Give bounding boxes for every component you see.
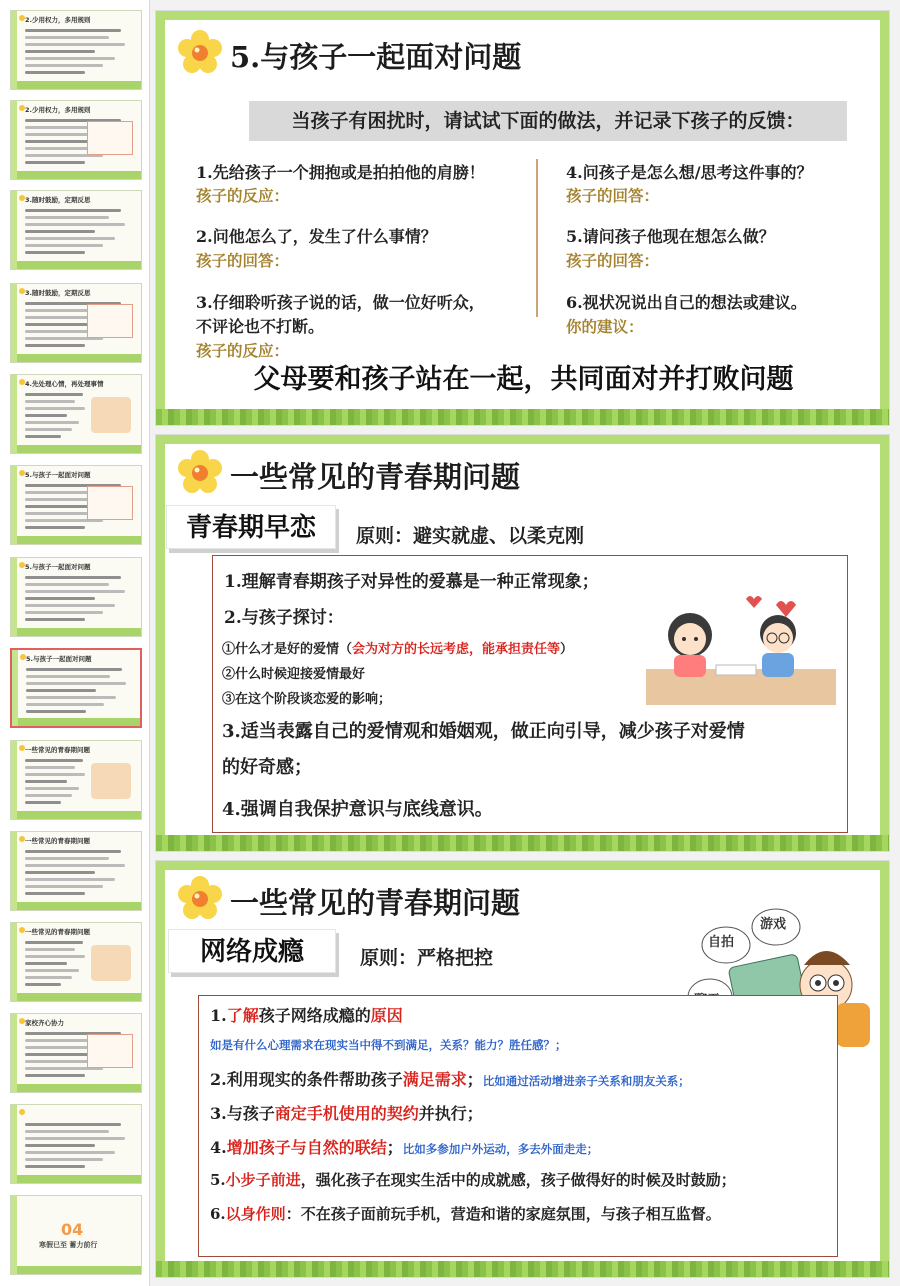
thumbnail-text-line xyxy=(25,393,83,396)
thumbnail-text-line xyxy=(25,140,95,143)
slide-title: 一些常见的青春期问题 xyxy=(230,886,521,920)
thumbnail-text-line xyxy=(25,611,103,614)
thumbnail-title: 5.与孩子一起面对问题 xyxy=(25,563,91,571)
thumbnail-caption: 寒假已至 蓄力前行 xyxy=(39,1241,98,1249)
thumbnail-text-line xyxy=(25,766,75,769)
thumbnail-text-line xyxy=(25,878,115,881)
slide-thumbnail-10[interactable] xyxy=(10,831,142,911)
item-6-text: ：不在孩子面前玩手机，营造和谐的家庭氛围，与孩子相互监督。 xyxy=(285,1205,721,1223)
tip-3-response-label: 孩子的反应： xyxy=(196,341,290,360)
item-2-text: 2.利用现实的条件帮助孩子 xyxy=(210,1070,403,1089)
item-5-num: 5. xyxy=(210,1171,226,1189)
thumbnail-text-line xyxy=(25,209,121,212)
thumbnail-text-line xyxy=(25,583,109,586)
item-4-key: 增加孩子与自然的联结 xyxy=(226,1138,387,1157)
thumbnail-title: 3.随时鼓励，定期反思 xyxy=(25,196,91,204)
thumbnail-illustration xyxy=(91,945,131,981)
point-1: 1.理解青春期孩子对异性的爱慕是一种正常现象； xyxy=(224,572,599,592)
item-1-num: 1. xyxy=(210,1006,227,1025)
item-1-key: 了解 xyxy=(226,1006,259,1025)
bubble-selfie: 自拍 xyxy=(708,935,735,950)
thumbnail-text-line xyxy=(25,976,72,979)
tip-6: 6.视状况说出自己的想法或建议。 xyxy=(566,293,807,312)
thumbnail-text-line xyxy=(25,161,85,164)
students-illustration xyxy=(646,595,836,705)
tip-2-response-label: 孩子的回答： xyxy=(196,251,290,270)
thumbnail-text-line xyxy=(26,668,122,671)
thumbnail-text-line xyxy=(25,526,85,529)
thumbnail-title: 一些常见的青春期问题 xyxy=(25,746,90,754)
thumbnail-illustration xyxy=(91,397,131,433)
thumbnail-illustration xyxy=(91,763,131,799)
topic-tag: 网络成瘾 xyxy=(168,929,336,973)
item-3-text: 3.与孩子 xyxy=(210,1104,275,1123)
tip-6-suggestion-label: 你的建议： xyxy=(566,317,644,336)
tip-3-line-1: 3.仔细聆听孩子说的话，做一位好听众， xyxy=(196,293,485,312)
closing-statement: 父母要和孩子站在一起，共同面对并打败问题 xyxy=(253,364,794,395)
thumbnail-section-number: 04 xyxy=(61,1220,84,1239)
thumbnail-text-line xyxy=(25,64,103,67)
thumbnail-text-line xyxy=(25,864,125,867)
thumbnail-title: 家校齐心协力 xyxy=(25,1019,64,1027)
thumbnail-text-line xyxy=(25,1144,95,1147)
bubble-games: 游戏 xyxy=(760,917,787,932)
item-2-key: 满足需求 xyxy=(402,1070,467,1089)
thumbnail-box xyxy=(87,304,133,338)
thumbnail-text-line xyxy=(25,1151,115,1154)
thumbnail-text-line xyxy=(25,237,115,240)
grass-border xyxy=(156,1261,889,1277)
thumbnail-text-line xyxy=(25,43,125,46)
principle-text: 原则：避实就虚、以柔克刚 xyxy=(356,525,585,547)
slide-thumbnail-7[interactable] xyxy=(10,557,142,637)
thumbnail-text-line xyxy=(25,1053,95,1056)
thumbnail-text-line xyxy=(25,590,125,593)
tip-4-response-label: 孩子的回答： xyxy=(566,186,660,205)
slide-thumbnail-14[interactable] xyxy=(10,1195,142,1275)
thumbnail-text-line xyxy=(25,36,109,39)
item-5-key: 小步子前进 xyxy=(225,1171,301,1189)
item-3-key: 商定手机使用的契约 xyxy=(274,1104,419,1123)
slide-face-problems[interactable] xyxy=(155,10,890,426)
slide-title: 5.与孩子一起面对问题 xyxy=(230,40,522,74)
item-4-note: 比如多参加户外运动，多去外面走走； xyxy=(402,1142,599,1156)
thumbnail-text-line xyxy=(25,969,79,972)
thumbnail-text-line xyxy=(25,787,79,790)
tip-2: 2.问他怎么了，发生了什么事情？ xyxy=(196,227,437,246)
point-4: 4.强调自我保护意识与底线意识。 xyxy=(222,799,493,820)
point-3-line-1: 3.适当表露自己的爱情观和婚姻观，做正向引导，减少孩子对爱情 xyxy=(222,721,745,742)
thumbnail-box xyxy=(87,1034,133,1068)
thumbnail-text-line xyxy=(26,703,104,706)
thumbnail-box xyxy=(87,121,133,155)
sub-point-3: ③在这个阶段谈恋爱的影响； xyxy=(222,692,392,707)
item-3 xyxy=(210,1101,483,1124)
thumbnail-text-line xyxy=(25,505,95,508)
flower-icon xyxy=(176,875,224,923)
slide-thumbnail-1[interactable] xyxy=(10,10,142,90)
slide-thumbnail-11[interactable] xyxy=(10,922,142,1002)
thumbnail-text-line xyxy=(25,323,95,326)
thumbnail-text-line xyxy=(25,962,67,965)
item-2-sep: ； xyxy=(466,1070,483,1089)
thumbnail-box xyxy=(87,486,133,520)
sub-point-1 xyxy=(222,638,573,657)
thumbnail-text-line xyxy=(25,344,85,347)
thumbnail-title: 2.少用权力，多用规则 xyxy=(25,16,91,24)
item-5 xyxy=(210,1169,736,1190)
topic-tag: 青春期早恋 xyxy=(166,505,336,549)
item-1-note: 如是有什么心理需求在现实当中得不到满足，关系？能力？胜任感？； xyxy=(210,1038,567,1052)
thumbnail-text-line xyxy=(25,57,115,60)
sub-point-1-text: ①什么才是好的爱情（ xyxy=(222,642,353,657)
item-6 xyxy=(210,1203,721,1224)
point-2: 2.与孩子探讨： xyxy=(224,608,344,628)
slide-thumbnail-3[interactable] xyxy=(10,190,142,270)
item-2 xyxy=(210,1067,690,1090)
flower-icon xyxy=(176,29,224,77)
thumbnail-title: 5.与孩子一起面对问题 xyxy=(26,655,92,663)
sub-point-2: ②什么时候迎接爱情最好 xyxy=(222,667,366,682)
thumbnail-text-line xyxy=(25,1137,125,1140)
thumbnail-text-line xyxy=(25,955,85,958)
tip-1: 1.先给孩子一个拥抱或是拍拍他的肩膀！ xyxy=(196,163,485,182)
slide-puppy-love[interactable] xyxy=(155,434,890,852)
thumbnail-title: 一些常见的青春期问题 xyxy=(25,928,90,936)
item-3-tail: 并执行； xyxy=(418,1104,483,1123)
thumbnail-text-line xyxy=(25,1158,103,1161)
principle-text: 原则：严格把控 xyxy=(360,947,494,969)
thumbnail-text-line xyxy=(25,421,79,424)
thumbnail-text-line xyxy=(25,71,85,74)
item-1 xyxy=(210,1003,403,1026)
slide-thumbnail-panel xyxy=(0,0,150,1286)
sub-point-1-close: ） xyxy=(560,642,574,657)
slide-thumbnail-2[interactable] xyxy=(10,100,142,180)
thumbnail-text-line xyxy=(25,850,121,853)
item-6-num: 6. xyxy=(210,1205,226,1223)
tip-5-response-label: 孩子的回答： xyxy=(566,251,660,270)
thumbnail-text-line xyxy=(25,871,95,874)
thumbnail-title: 5.与孩子一起面对问题 xyxy=(25,471,91,479)
grass-border xyxy=(156,409,889,425)
thumbnail-text-line xyxy=(25,576,121,579)
thumbnail-title: 一些常见的青春期问题 xyxy=(25,837,90,845)
thumbnail-text-line xyxy=(25,230,95,233)
thumbnail-text-line xyxy=(25,29,121,32)
thumbnail-text-line xyxy=(25,428,72,431)
tip-3-line-2: 不评论也不打断。 xyxy=(196,317,325,336)
slide-thumbnail-12[interactable] xyxy=(10,1013,142,1093)
thumbnail-text-line xyxy=(25,604,115,607)
slide-thumbnail-6[interactable] xyxy=(10,465,142,545)
thumbnail-title: 4.先处理心情，再处理事情 xyxy=(25,380,104,388)
item-4-num: 4. xyxy=(210,1138,227,1157)
thumbnail-text-line xyxy=(25,780,67,783)
thumbnail-text-line xyxy=(26,710,86,713)
thumbnail-text-line xyxy=(25,941,83,944)
thumbnail-text-line xyxy=(25,948,75,951)
thumbnail-text-line xyxy=(25,857,109,860)
slide-thumbnail-5[interactable] xyxy=(10,374,142,454)
sub-point-1-highlight: 会为对方的长远考虑，能承担责任等 xyxy=(352,642,561,657)
tip-1-response-label: 孩子的反应： xyxy=(196,186,290,205)
thumbnail-text-line xyxy=(25,759,83,762)
slide-thumbnail-13[interactable] xyxy=(10,1104,142,1184)
tip-5: 5.请问孩子他现在想怎么做？ xyxy=(566,227,775,246)
item-2-note: 比如通过活动增进亲子关系和朋友关系； xyxy=(482,1074,690,1088)
thumbnail-text-line xyxy=(25,400,75,403)
thumbnail-text-line xyxy=(25,251,85,254)
thumbnail-text-line xyxy=(25,618,85,621)
thumbnail-text-line xyxy=(25,801,61,804)
item-4-sep: ； xyxy=(386,1138,403,1157)
item-4 xyxy=(210,1135,598,1158)
instruction-banner: 当孩子有困扰时，请试试下面的做法，并记录下孩子的反馈： xyxy=(249,101,847,141)
thumbnail-text-line xyxy=(26,675,110,678)
item-1-key-2: 原因 xyxy=(370,1006,403,1025)
slide-thumbnail-8[interactable] xyxy=(10,648,142,728)
item-6-key: 以身作则 xyxy=(225,1205,286,1223)
slide-thumbnail-4[interactable] xyxy=(10,283,142,363)
item-5-text: ，强化孩子在现实生活中的成就感，孩子做得好的时候及时鼓励； xyxy=(300,1171,736,1189)
thumbnail-text-line xyxy=(25,597,95,600)
thumbnail-text-line xyxy=(25,1123,121,1126)
thumbnail-text-line xyxy=(25,892,85,895)
slide-internet-addiction[interactable] xyxy=(155,860,890,1278)
point-3-line-2: 的好奇感； xyxy=(222,757,312,778)
thumbnail-text-line xyxy=(25,435,61,438)
slide-title: 一些常见的青春期问题 xyxy=(230,460,521,494)
flower-icon xyxy=(176,449,224,497)
thumbnail-text-line xyxy=(25,50,95,53)
thumbnail-text-line xyxy=(25,223,125,226)
thumbnail-text-line xyxy=(26,689,96,692)
thumbnail-text-line xyxy=(25,1074,85,1077)
thumbnail-text-line xyxy=(25,983,61,986)
thumbnail-text-line xyxy=(25,407,85,410)
thumbnail-text-line xyxy=(25,1130,109,1133)
thumbnail-text-line xyxy=(25,216,109,219)
thumbnail-title: 3.随时鼓励，定期反思 xyxy=(25,289,91,297)
thumbnail-text-line xyxy=(25,773,85,776)
flower-icon xyxy=(19,1109,25,1115)
column-divider xyxy=(536,159,538,317)
slide-thumbnail-9[interactable] xyxy=(10,740,142,820)
thumbnail-text-line xyxy=(25,794,72,797)
thumbnail-title: 2.少用权力，多用规则 xyxy=(25,106,91,114)
tip-4: 4.问孩子是怎么想/思考这件事的？ xyxy=(566,163,813,182)
thumbnail-text-line xyxy=(25,414,67,417)
thumbnail-text-line xyxy=(25,1165,85,1168)
thumbnail-text-line xyxy=(25,244,103,247)
thumbnail-text-line xyxy=(25,885,103,888)
thumbnail-text-line xyxy=(26,682,126,685)
grass-border xyxy=(156,835,889,851)
thumbnail-text-line xyxy=(26,696,116,699)
item-1-text: 孩子网络成瘾的 xyxy=(258,1006,371,1025)
